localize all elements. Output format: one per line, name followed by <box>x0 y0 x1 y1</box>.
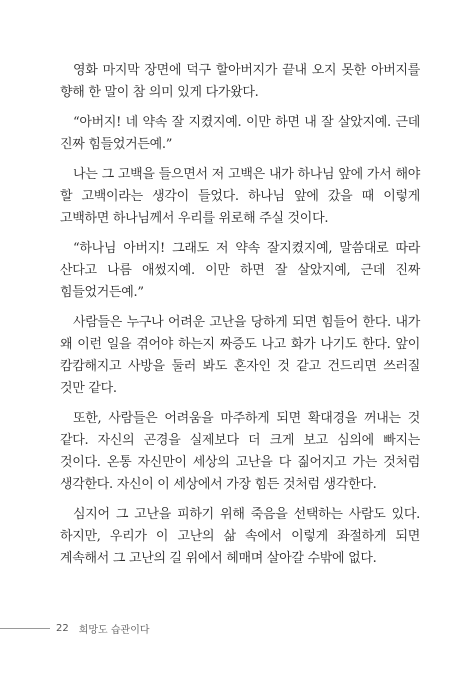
paragraph-7: 심지어 그 고난을 피하기 위해 죽음을 선택하는 사람도 있다. 하지만, 우리가 이 고난의 삶 속에서 이렇게 좌절하게 되면 계속해서 그 고난의 길 위에서 헤매며 살아갈 수밖에 없다. <box>60 507 420 566</box>
paragraph-6: 또한, 사람들은 어려움을 마주하게 되면 확대경을 꺼내는 것 같다. 자신의 곤경을 실제보다 더 크게 보고 심의에 빠지는 것이다. 온통 자신만이 세상의 고난을 다 짊어지고 가는 것처럼 생각한다. 자신이 이 세상에서 가장 힘든 것처럼 생각한다. <box>60 411 420 492</box>
running-title: 희망도 습관이다 <box>78 624 150 636</box>
paragraph-1: 영화 마지막 장면에 덕구 할아버지가 끝내 오지 못한 아버지를 향해 한 말이 참 의미 있게 다가왔다. <box>60 63 420 100</box>
page-number: 22 <box>56 622 69 634</box>
paragraph-3: 나는 그 고백을 들으면서 저 고백은 내가 하나님 앞에 가서 해야 할 고백이라는 생각이 들었다. 하나님 앞에 갔을 때 이렇게 고백하면 하나님께서 우리를 위로해 주실 것이다. <box>60 167 420 226</box>
footer-rule <box>0 628 50 629</box>
page-footer <box>0 621 150 635</box>
paragraph-4: “하나님 아버지! 그래도 저 약속 잘지켰지예, 말씀대로 따라 산다고 나름 애썼지예. 이만 하면 잘 살았지예, 근데 진짜 힘들었거든예.” <box>60 241 420 300</box>
paragraph-5: 사람들은 누구나 어려운 고난을 당하게 되면 힘들어 한다. 내가 왜 이런 일을 겪어야 하는지 짜증도 나고 화가 나기도 한다. 앞이 캄캄해지고 사방을 둘러 봐도 혼자인 것 같고 건드리면 쓰러질 것만 같다. <box>60 315 420 396</box>
paragraph-2: “아버지! 네 약속 잘 지켰지예. 이만 하면 내 잘 살았지예. 근데 진짜 힘들었거든예.” <box>60 115 420 152</box>
page-body <box>60 60 420 578</box>
